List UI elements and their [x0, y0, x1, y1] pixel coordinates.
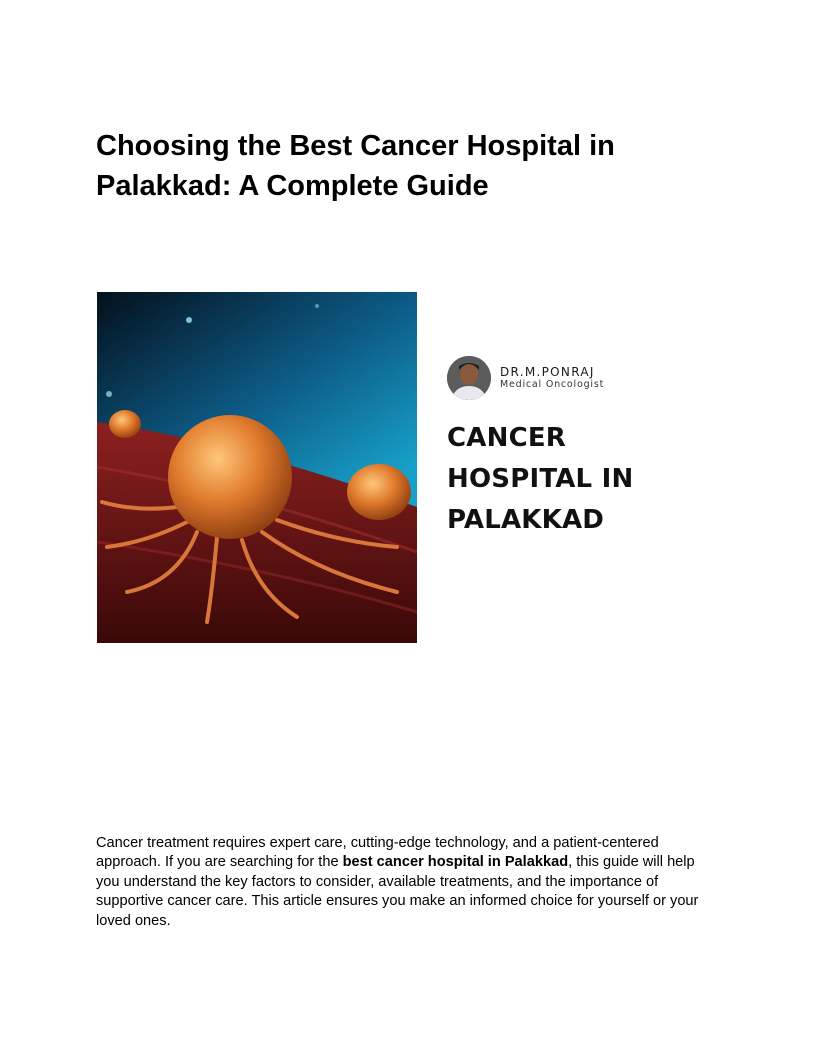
doctor-avatar — [447, 356, 491, 400]
intro-bold-keyword: best cancer hospital in Palakkad — [342, 854, 569, 871]
page-title: Choosing the Best Cancer Hospital in Palakkad: A Complete Guide — [96, 130, 615, 202]
cancer-cell-image — [97, 292, 417, 643]
doctor-title: Medical Oncologist — [500, 379, 605, 390]
intro-text-part2: , this guide will help you understand the key factors to consider, available treatments, and the importance of supportive cancer care. This article ensures you make an informed choice for yourself or your loved ones. — [96, 854, 699, 929]
banner-headline: CANCER HOSPITAL IN PALAKKAD — [447, 423, 634, 535]
doctor-badge — [447, 355, 604, 401]
doctor-name: DR.M.PONRAJ — [500, 365, 595, 379]
intro-paragraph — [96, 834, 716, 931]
intro-text-part1: Cancer treatment requires expert care, cutting-edge technology, and a patient-centered approach. If you are searching for the — [96, 835, 659, 871]
